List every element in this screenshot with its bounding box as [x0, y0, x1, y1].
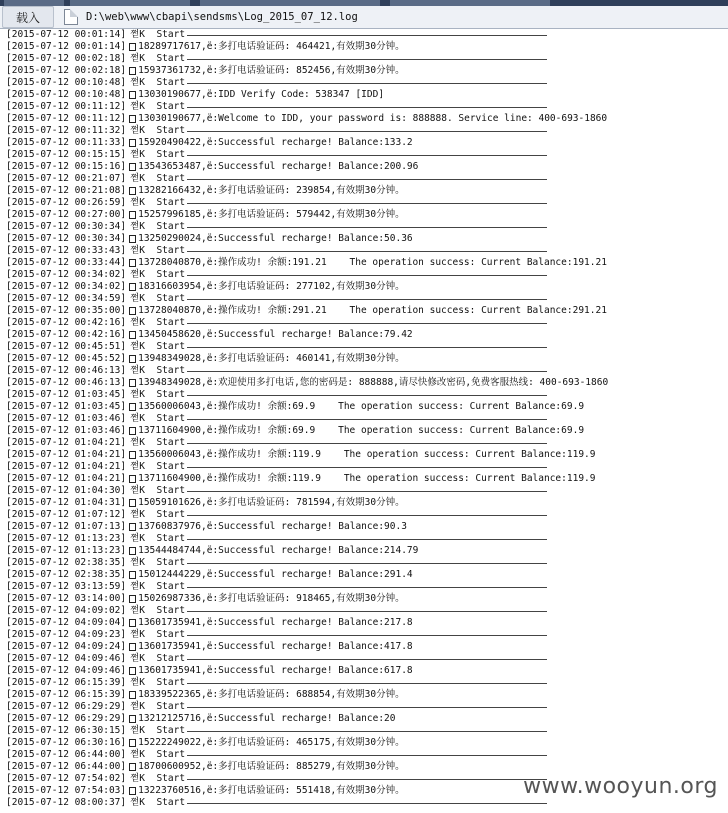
log-start-mark: 쩓	[130, 773, 140, 784]
log-start-line	[6, 605, 728, 617]
log-separator-rule	[187, 755, 547, 756]
log-message-text: 13728040870,ë:操作成功! 余额:291.21 The operation success: Current Balance:291.21	[138, 305, 607, 316]
log-timestamp: [2015-07-12 00:27:00]	[6, 209, 127, 220]
log-timestamp: [2015-07-12 00:42:16]	[6, 317, 127, 328]
log-start-text: K Start	[139, 125, 186, 136]
log-start-mark: 쩓	[130, 53, 140, 64]
unknown-char-box-icon	[129, 91, 136, 99]
log-timestamp: [2015-07-12 00:11:12]	[6, 101, 127, 112]
log-start-mark: 쩓	[130, 269, 140, 280]
log-timestamp: [2015-07-12 00:45:52]	[6, 353, 127, 364]
log-timestamp: [2015-07-12 00:45:51]	[6, 341, 127, 352]
log-timestamp: [2015-07-12 06:15:39]	[6, 677, 127, 688]
log-timestamp: [2015-07-12 00:02:18]	[6, 65, 127, 76]
log-start-line	[6, 701, 728, 713]
log-start-mark: 쩓	[130, 173, 140, 184]
unknown-char-box-icon	[129, 691, 136, 699]
log-start-mark: 쩓	[130, 365, 140, 376]
unknown-char-box-icon	[129, 643, 136, 651]
log-start-text: K Start	[139, 413, 186, 424]
log-timestamp: [2015-07-12 00:33:44]	[6, 257, 127, 268]
log-start-text: K Start	[139, 581, 186, 592]
log-separator-rule	[187, 467, 547, 468]
log-timestamp: [2015-07-12 01:04:30]	[6, 485, 127, 496]
log-timestamp: [2015-07-12 07:54:03]	[6, 785, 127, 796]
load-button[interactable]: 载入	[2, 6, 54, 28]
log-timestamp: [2015-07-12 01:13:23]	[6, 545, 127, 556]
log-message-line	[6, 593, 728, 605]
log-start-text: K Start	[139, 653, 186, 664]
log-start-text: K Start	[139, 197, 186, 208]
log-timestamp: [2015-07-12 01:13:23]	[6, 533, 127, 544]
log-message-text: 13282166432,ë:多打电话验证码: 239854,有效期30分钟。	[138, 185, 405, 196]
unknown-char-box-icon	[129, 571, 136, 579]
log-start-text: K Start	[139, 317, 186, 328]
log-message-text: 13601735941,ë:Successful recharge! Balance:217.8	[138, 617, 413, 628]
unknown-char-box-icon	[129, 403, 136, 411]
log-start-text: K Start	[139, 797, 186, 808]
log-timestamp: [2015-07-12 06:29:29]	[6, 701, 127, 712]
log-start-text: K Start	[139, 389, 186, 400]
log-message-text: 13212125716,ë:Successful recharge! Balance:20	[138, 713, 396, 724]
unknown-char-box-icon	[129, 307, 136, 315]
log-start-mark: 쩓	[130, 389, 140, 400]
log-separator-rule	[187, 731, 547, 732]
log-timestamp: [2015-07-12 00:15:15]	[6, 149, 127, 160]
log-start-mark: 쩓	[130, 677, 140, 688]
log-timestamp: [2015-07-12 04:09:02]	[6, 605, 127, 616]
log-timestamp: [2015-07-12 00:21:07]	[6, 173, 127, 184]
log-timestamp: [2015-07-12 01:03:45]	[6, 401, 127, 412]
log-separator-rule	[187, 779, 547, 780]
log-start-line	[6, 581, 728, 593]
log-message-line	[6, 665, 728, 677]
log-timestamp: [2015-07-12 01:04:21]	[6, 473, 127, 484]
log-message-line	[6, 209, 728, 221]
log-start-text: K Start	[139, 221, 186, 232]
log-timestamp: [2015-07-12 00:02:18]	[6, 53, 127, 64]
log-start-line	[6, 389, 728, 401]
log-start-line	[6, 149, 728, 161]
log-separator-rule	[187, 131, 547, 132]
log-start-line	[6, 365, 728, 377]
log-message-line	[6, 737, 728, 749]
log-separator-rule	[187, 587, 547, 588]
log-start-mark: 쩓	[130, 197, 140, 208]
log-message-line	[6, 161, 728, 173]
log-start-mark: 쩓	[130, 533, 140, 544]
log-message-line	[6, 545, 728, 557]
log-start-line	[6, 125, 728, 137]
log-message-line	[6, 329, 728, 341]
log-timestamp: [2015-07-12 06:29:29]	[6, 713, 127, 724]
log-separator-rule	[187, 251, 547, 252]
log-message-text: 13601735941,ë:Successful recharge! Balance:617.8	[138, 665, 413, 676]
log-message-text: 13544484744,ë:Successful recharge! Balance:214.79	[138, 545, 419, 556]
log-start-line	[6, 317, 728, 329]
log-timestamp: [2015-07-12 00:33:43]	[6, 245, 127, 256]
log-separator-rule	[187, 443, 547, 444]
log-message-line	[6, 233, 728, 245]
log-message-line	[6, 137, 728, 149]
log-timestamp: [2015-07-12 00:01:14]	[6, 29, 127, 40]
log-message-line	[6, 41, 728, 53]
log-timestamp: [2015-07-12 03:13:59]	[6, 581, 127, 592]
log-message-text: 13560006043,ë:操作成功! 余额:119.9 The operation success: Current Balance:119.9	[138, 449, 596, 460]
log-message-line	[6, 497, 728, 509]
log-message-text: 13711604900,ë:操作成功! 余额:119.9 The operation success: Current Balance:119.9	[138, 473, 596, 484]
log-message-line	[6, 305, 728, 317]
log-separator-rule	[187, 371, 547, 372]
log-timestamp: [2015-07-12 00:11:33]	[6, 137, 127, 148]
log-timestamp: [2015-07-12 00:46:13]	[6, 365, 127, 376]
log-start-line	[6, 29, 728, 41]
log-start-line	[6, 101, 728, 113]
log-separator-rule	[187, 659, 547, 660]
log-separator-rule	[187, 323, 547, 324]
log-start-mark: 쩓	[130, 581, 140, 592]
log-timestamp: [2015-07-12 01:03:46]	[6, 425, 127, 436]
log-timestamp: [2015-07-12 01:04:31]	[6, 497, 127, 508]
log-timestamp: [2015-07-12 00:15:16]	[6, 161, 127, 172]
log-message-text: 18289717617,ë:多打电话验证码: 464421,有效期30分钟。	[138, 41, 405, 52]
log-start-mark: 쩓	[130, 413, 140, 424]
log-timestamp: [2015-07-12 00:34:02]	[6, 269, 127, 280]
log-timestamp: [2015-07-12 04:09:04]	[6, 617, 127, 628]
log-message-text: 13543653487,ë:Successful recharge! Balance:200.96	[138, 161, 419, 172]
log-start-text: K Start	[139, 557, 186, 568]
unknown-char-box-icon	[129, 619, 136, 627]
log-start-mark: 쩓	[130, 797, 140, 808]
log-message-line	[6, 353, 728, 365]
log-start-mark: 쩓	[130, 149, 140, 160]
log-start-mark: 쩓	[130, 341, 140, 352]
log-separator-rule	[187, 203, 547, 204]
log-timestamp: [2015-07-12 00:42:16]	[6, 329, 127, 340]
log-start-line	[6, 653, 728, 665]
log-start-text: K Start	[139, 749, 186, 760]
log-start-mark: 쩓	[130, 509, 140, 520]
watermark: www.wooyun.org	[523, 774, 718, 799]
log-timestamp: [2015-07-12 02:38:35]	[6, 569, 127, 580]
unknown-char-box-icon	[129, 259, 136, 267]
log-timestamp: [2015-07-12 00:35:00]	[6, 305, 127, 316]
log-start-text: K Start	[139, 77, 186, 88]
log-message-text: 13223760516,ë:多打电话验证码: 551418,有效期30分钟。	[138, 785, 405, 796]
log-start-mark: 쩓	[130, 245, 140, 256]
log-separator-rule	[187, 611, 547, 612]
log-start-line	[6, 293, 728, 305]
unknown-char-box-icon	[129, 715, 136, 723]
log-message-text: 13560006043,ë:操作成功! 余额:69.9 The operation success: Current Balance:69.9	[138, 401, 585, 412]
log-separator-rule	[187, 683, 547, 684]
log-separator-rule	[187, 803, 547, 804]
log-message-text: 15222249022,ë:多打电话验证码: 465175,有效期30分钟。	[138, 737, 405, 748]
log-timestamp: [2015-07-12 06:44:00]	[6, 749, 127, 760]
log-separator-rule	[187, 635, 547, 636]
log-start-mark: 쩓	[130, 437, 140, 448]
log-start-line	[6, 725, 728, 737]
unknown-char-box-icon	[129, 595, 136, 603]
unknown-char-box-icon	[129, 43, 136, 51]
log-start-line	[6, 461, 728, 473]
unknown-char-box-icon	[129, 235, 136, 243]
log-start-text: K Start	[139, 725, 186, 736]
log-separator-rule	[187, 83, 547, 84]
log-message-line	[6, 65, 728, 77]
log-separator-rule	[187, 563, 547, 564]
log-message-line	[6, 401, 728, 413]
log-timestamp: [2015-07-12 06:44:00]	[6, 761, 127, 772]
log-timestamp: [2015-07-12 01:04:21]	[6, 461, 127, 472]
log-message-line	[6, 377, 728, 389]
log-start-line	[6, 269, 728, 281]
log-start-mark: 쩓	[130, 125, 140, 136]
log-start-line	[6, 53, 728, 65]
log-separator-rule	[187, 179, 547, 180]
log-message-line	[6, 641, 728, 653]
log-start-mark: 쩓	[130, 629, 140, 640]
log-start-line	[6, 77, 728, 89]
log-timestamp: [2015-07-12 00:10:48]	[6, 89, 127, 100]
log-message-text: 13760837976,ë:Successful recharge! Balance:90.3	[138, 521, 407, 532]
log-timestamp: [2015-07-12 00:11:12]	[6, 113, 127, 124]
log-viewer[interactable]	[6, 29, 728, 809]
log-start-text: K Start	[139, 773, 186, 784]
log-message-text: 13711604900,ë:操作成功! 余额:69.9 The operation success: Current Balance:69.9	[138, 425, 585, 436]
unknown-char-box-icon	[129, 379, 136, 387]
unknown-char-box-icon	[129, 67, 136, 75]
log-message-line	[6, 521, 728, 533]
log-start-mark: 쩓	[130, 77, 140, 88]
log-separator-rule	[187, 395, 547, 396]
file-icon	[64, 9, 78, 25]
log-timestamp: [2015-07-12 00:11:32]	[6, 125, 127, 136]
log-start-text: K Start	[139, 29, 186, 40]
log-separator-rule	[187, 35, 547, 36]
unknown-char-box-icon	[129, 739, 136, 747]
log-message-line	[6, 761, 728, 773]
log-message-text: 13728040870,ë:操作成功! 余额:191.21 The operation success: Current Balance:191.21	[138, 257, 607, 268]
unknown-char-box-icon	[129, 787, 136, 795]
log-message-text: 15920490422,ë:Successful recharge! Balance:133.2	[138, 137, 413, 148]
unknown-char-box-icon	[129, 139, 136, 147]
log-separator-rule	[187, 299, 547, 300]
log-timestamp: [2015-07-12 00:10:48]	[6, 77, 127, 88]
log-timestamp: [2015-07-12 00:46:13]	[6, 377, 127, 388]
unknown-char-box-icon	[129, 211, 136, 219]
unknown-char-box-icon	[129, 187, 136, 195]
log-separator-rule	[187, 347, 547, 348]
log-separator-rule	[187, 275, 547, 276]
log-start-mark: 쩓	[130, 653, 140, 664]
unknown-char-box-icon	[129, 763, 136, 771]
log-message-line	[6, 113, 728, 125]
log-separator-rule	[187, 227, 547, 228]
log-timestamp: [2015-07-12 00:34:02]	[6, 281, 127, 292]
log-message-text: 15059101626,ë:多打电话验证码: 781594,有效期30分钟。	[138, 497, 405, 508]
log-timestamp: [2015-07-12 06:30:16]	[6, 737, 127, 748]
log-timestamp: [2015-07-12 00:01:14]	[6, 41, 127, 52]
log-timestamp: [2015-07-12 01:03:45]	[6, 389, 127, 400]
log-start-mark: 쩓	[130, 701, 140, 712]
log-timestamp: [2015-07-12 01:04:21]	[6, 449, 127, 460]
unknown-char-box-icon	[129, 355, 136, 363]
log-start-line	[6, 749, 728, 761]
unknown-char-box-icon	[129, 427, 136, 435]
log-start-mark: 쩓	[130, 485, 140, 496]
log-start-line	[6, 557, 728, 569]
log-start-text: K Start	[139, 677, 186, 688]
log-start-text: K Start	[139, 173, 186, 184]
log-start-mark: 쩓	[130, 293, 140, 304]
log-timestamp: [2015-07-12 00:30:34]	[6, 233, 127, 244]
unknown-char-box-icon	[129, 547, 136, 555]
log-separator-rule	[187, 491, 547, 492]
log-start-text: K Start	[139, 269, 186, 280]
log-message-line	[6, 473, 728, 485]
log-separator-rule	[187, 539, 547, 540]
log-separator-rule	[187, 155, 547, 156]
log-timestamp: [2015-07-12 00:34:59]	[6, 293, 127, 304]
unknown-char-box-icon	[129, 331, 136, 339]
log-start-text: K Start	[139, 245, 186, 256]
log-timestamp: [2015-07-12 00:30:34]	[6, 221, 127, 232]
log-start-text: K Start	[139, 701, 186, 712]
log-start-line	[6, 677, 728, 689]
log-start-text: K Start	[139, 629, 186, 640]
log-message-text: 13250290024,ë:Successful recharge! Balance:50.36	[138, 233, 413, 244]
log-start-mark: 쩓	[130, 29, 140, 40]
log-message-text: 13450458620,ë:Successful recharge! Balance:79.42	[138, 329, 413, 340]
log-start-line	[6, 173, 728, 185]
log-separator-rule	[187, 515, 547, 516]
log-start-text: K Start	[139, 341, 186, 352]
log-start-mark: 쩓	[130, 749, 140, 760]
log-start-text: K Start	[139, 461, 186, 472]
log-start-line	[6, 437, 728, 449]
log-timestamp: [2015-07-12 00:21:08]	[6, 185, 127, 196]
unknown-char-box-icon	[129, 115, 136, 123]
log-message-line	[6, 449, 728, 461]
log-start-mark: 쩓	[130, 557, 140, 568]
log-message-text: 15257996185,ë:多打电话验证码: 579442,有效期30分钟。	[138, 209, 405, 220]
log-start-text: K Start	[139, 533, 186, 544]
file-path[interactable]: D:\web\www\cbapi\sendsms\Log_2015_07_12.log	[86, 11, 358, 23]
log-start-mark: 쩓	[130, 725, 140, 736]
log-message-line	[6, 281, 728, 293]
log-message-line	[6, 617, 728, 629]
log-timestamp: [2015-07-12 04:09:23]	[6, 629, 127, 640]
log-separator-rule	[187, 59, 547, 60]
log-timestamp: [2015-07-12 02:38:35]	[6, 557, 127, 568]
log-timestamp: [2015-07-12 01:04:21]	[6, 437, 127, 448]
log-separator-rule	[187, 707, 547, 708]
log-timestamp: [2015-07-12 03:14:00]	[6, 593, 127, 604]
log-timestamp: [2015-07-12 01:03:46]	[6, 413, 127, 424]
log-start-text: K Start	[139, 149, 186, 160]
unknown-char-box-icon	[129, 163, 136, 171]
log-message-text: 18339522365,ë:多打电话验证码: 688854,有效期30分钟。	[138, 689, 405, 700]
log-message-line	[6, 713, 728, 725]
log-message-text: 18700600952,ë:多打电话验证码: 885279,有效期30分钟。	[138, 761, 405, 772]
log-timestamp: [2015-07-12 06:15:39]	[6, 689, 127, 700]
log-message-text: 18316603954,ë:多打电话验证码: 277102,有效期30分钟。	[138, 281, 405, 292]
log-start-text: K Start	[139, 485, 186, 496]
log-start-mark: 쩓	[130, 461, 140, 472]
log-timestamp: [2015-07-12 01:07:13]	[6, 521, 127, 532]
log-start-text: K Start	[139, 53, 186, 64]
unknown-char-box-icon	[129, 499, 136, 507]
log-message-text: 13948349028,ë:多打电话验证码: 460141,有效期30分钟。	[138, 353, 405, 364]
log-message-text: 13030190677,ë:Welcome to IDD, your password is: 888888. Service line: 400-693-1860	[138, 113, 608, 124]
log-start-text: K Start	[139, 509, 186, 520]
log-timestamp: [2015-07-12 07:54:02]	[6, 773, 127, 784]
unknown-char-box-icon	[129, 475, 136, 483]
log-start-line	[6, 221, 728, 233]
log-timestamp: [2015-07-12 04:09:46]	[6, 653, 127, 664]
log-start-mark: 쩓	[130, 605, 140, 616]
log-timestamp: [2015-07-12 04:09:24]	[6, 641, 127, 652]
log-message-line	[6, 425, 728, 437]
log-start-mark: 쩓	[130, 317, 140, 328]
log-start-mark: 쩓	[130, 221, 140, 232]
log-timestamp: [2015-07-12 08:00:37]	[6, 797, 127, 808]
log-message-line	[6, 89, 728, 101]
unknown-char-box-icon	[129, 451, 136, 459]
log-timestamp: [2015-07-12 04:09:46]	[6, 665, 127, 676]
log-timestamp: [2015-07-12 00:26:59]	[6, 197, 127, 208]
log-start-line	[6, 485, 728, 497]
log-start-line	[6, 629, 728, 641]
unknown-char-box-icon	[129, 667, 136, 675]
log-start-line	[6, 509, 728, 521]
log-start-text: K Start	[139, 101, 186, 112]
unknown-char-box-icon	[129, 523, 136, 531]
log-start-line	[6, 341, 728, 353]
log-start-line	[6, 413, 728, 425]
log-message-text: 13030190677,ë:IDD Verify Code: 538347 [IDD]	[138, 89, 385, 100]
log-message-line	[6, 185, 728, 197]
log-timestamp: [2015-07-12 06:30:15]	[6, 725, 127, 736]
log-message-text: 15937361732,ë:多打电话验证码: 852456,有效期30分钟。	[138, 65, 405, 76]
log-start-line	[6, 245, 728, 257]
log-message-line	[6, 257, 728, 269]
log-start-text: K Start	[139, 365, 186, 376]
log-start-text: K Start	[139, 605, 186, 616]
log-separator-rule	[187, 419, 547, 420]
log-message-text: 15012444229,ë:Successful recharge! Balance:291.4	[138, 569, 413, 580]
log-start-mark: 쩓	[130, 101, 140, 112]
address-bar	[0, 6, 728, 29]
log-start-line	[6, 197, 728, 209]
log-timestamp: [2015-07-12 01:07:12]	[6, 509, 127, 520]
log-message-line	[6, 689, 728, 701]
log-message-line	[6, 569, 728, 581]
log-start-text: K Start	[139, 437, 186, 448]
log-start-line	[6, 533, 728, 545]
log-message-text: 15026987336,ë:多打电话验证码: 918465,有效期30分钟。	[138, 593, 405, 604]
log-message-text: 13601735941,ë:Successful recharge! Balance:417.8	[138, 641, 413, 652]
log-message-text: 13948349028,ë:欢迎使用多打电话,您的密码是: 888888,请尽快修改密码,免费客服热线: 400-693-1860	[138, 377, 609, 388]
unknown-char-box-icon	[129, 283, 136, 291]
log-separator-rule	[187, 107, 547, 108]
log-start-text: K Start	[139, 293, 186, 304]
